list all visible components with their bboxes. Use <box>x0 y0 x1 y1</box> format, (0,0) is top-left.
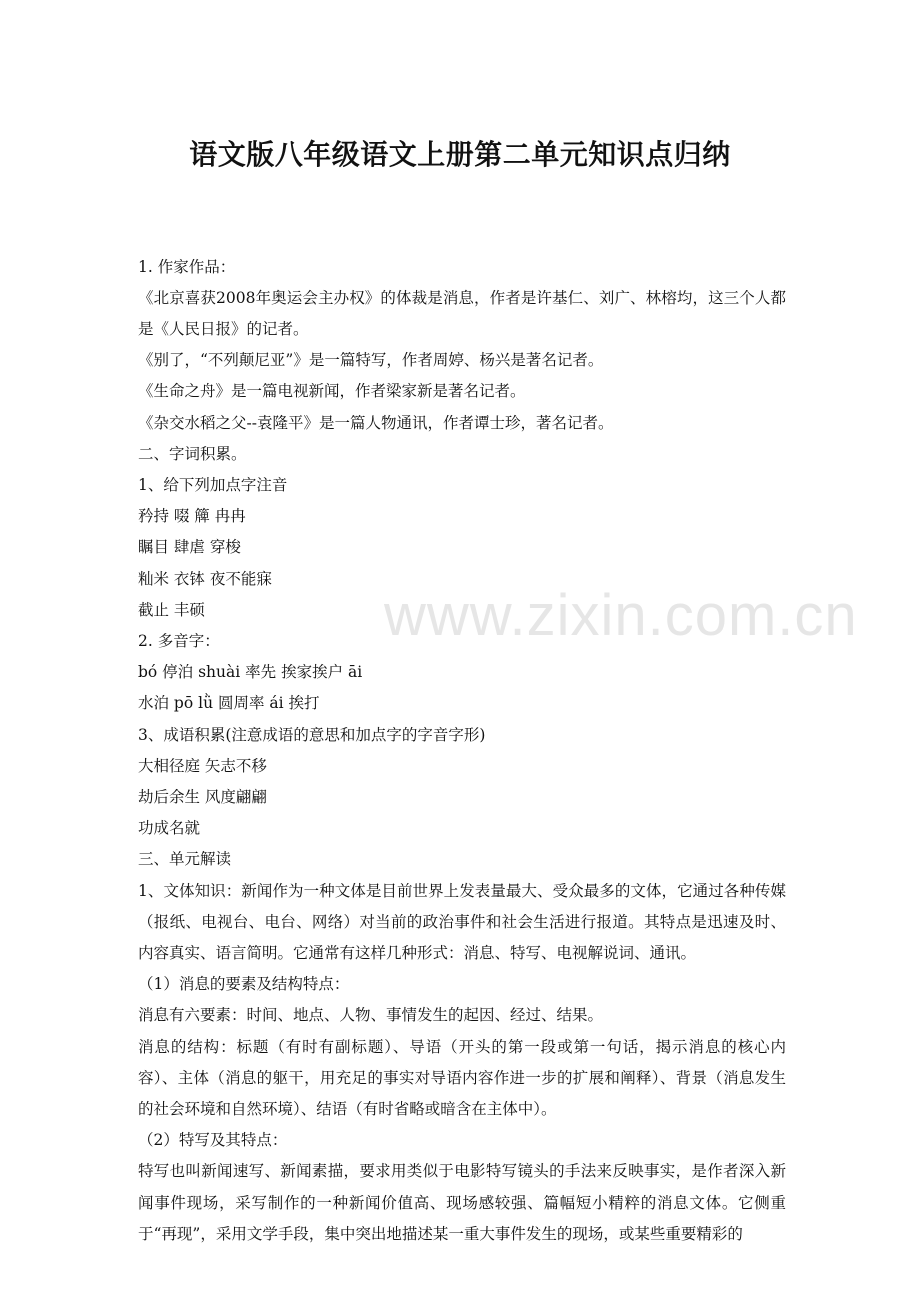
section-heading-vocabulary: 二、字词积累。 <box>138 444 247 463</box>
word-list-line: 矜持 啜 簰 冉冉 <box>138 507 246 526</box>
idiom-line: 功成名就 <box>138 819 201 838</box>
watermark: www.zixin.com.cn <box>384 583 858 648</box>
word-list-line: 籼米 衣钵 夜不能寐 <box>138 569 272 588</box>
paragraph-beijing-olympics: 《北京喜获2008年奥运会主办权》的体裁是消息，作者是许基仁、刘广、林榕均，这三个人都是《人民日报》的记者。 <box>138 288 786 338</box>
paragraph-boat-of-life: 《生命之舟》是一篇电视新闻，作者梁家新是著名记者。 <box>138 382 526 401</box>
subheading-news-elements: （1）消息的要素及结构特点： <box>138 975 350 994</box>
paragraph-britannia: 《别了，“不列颠尼亚”》是一篇特写，作者周婷、杨兴是著名记者。 <box>138 351 604 370</box>
word-list-line: 瞩目 肆虐 穿梭 <box>138 538 241 557</box>
document-title: 语文版八年级语文上册第二单元知识点归纳 <box>189 137 731 171</box>
word-list-line: 截止 丰硕 <box>138 600 205 619</box>
paragraph-genre-knowledge: 1、文体知识：新闻作为一种文体是目前世界上发表量最大、受众最多的文体，它通过各种传媒（报纸、电视台、电台、网络）对当前的政治事件和社会生活进行报道。其特点是迅速及时、内容真实、语言简明。它通常有这样几种形式：消息、特写、电视解说词、通讯。 <box>138 881 786 962</box>
paragraph-yuan-longping: 《杂交水稻之父--袁隆平》是一篇人物通讯，作者谭士珍，著名记者。 <box>138 413 614 432</box>
section-heading-authors: 1. 作家作品： <box>138 257 236 276</box>
paragraph-feature-story: 特写也叫新闻速写、新闻素描，要求用类似于电影特写镜头的手法来反映事实，是作者深入新闻事件现场，采写制作的一种新闻价值高、现场感较强、篇幅短小精粹的消息文体。它侧重于“再现”，采用文学手段，集中突出地描述某一重大事件发生的现场，或某些重要精彩的 <box>138 1162 786 1243</box>
section-heading-unit-reading: 三、单元解读 <box>138 850 232 869</box>
polyphone-line: bó 停泊 shuài 率先 挨家挨户 āi <box>138 663 363 682</box>
document-body <box>138 252 786 1251</box>
subheading-idioms: 3、成语积累(注意成语的意思和加点字的字音字形) <box>138 725 486 744</box>
subheading-feature-story: （2）特写及其特点： <box>138 1131 288 1150</box>
paragraph-six-elements: 消息有六要素：时间、地点、人物、事情发生的起因、经过、结果。 <box>138 1006 604 1025</box>
subheading-pinyin: 1、给下列加点字注音 <box>138 475 288 494</box>
idiom-line: 大相径庭 矢志不移 <box>138 756 267 775</box>
idiom-line: 劫后余生 风度翩翩 <box>138 787 267 806</box>
paragraph-news-structure: 消息的结构：标题（有时有副标题）、导语（开头的第一段或第一句话，揭示消息的核心内容）、主体（消息的躯干，用充足的事实对导语内容作进一步的扩展和阐释）、背景（消息发生的社会环境和自然环境）、结语（有时省略或暗含在主体中）。 <box>138 1037 786 1118</box>
polyphone-line: 水泊 pō lǜ 圆周率 ái 挨打 <box>138 694 320 713</box>
subheading-polyphones: 2. 多音字： <box>138 631 220 650</box>
